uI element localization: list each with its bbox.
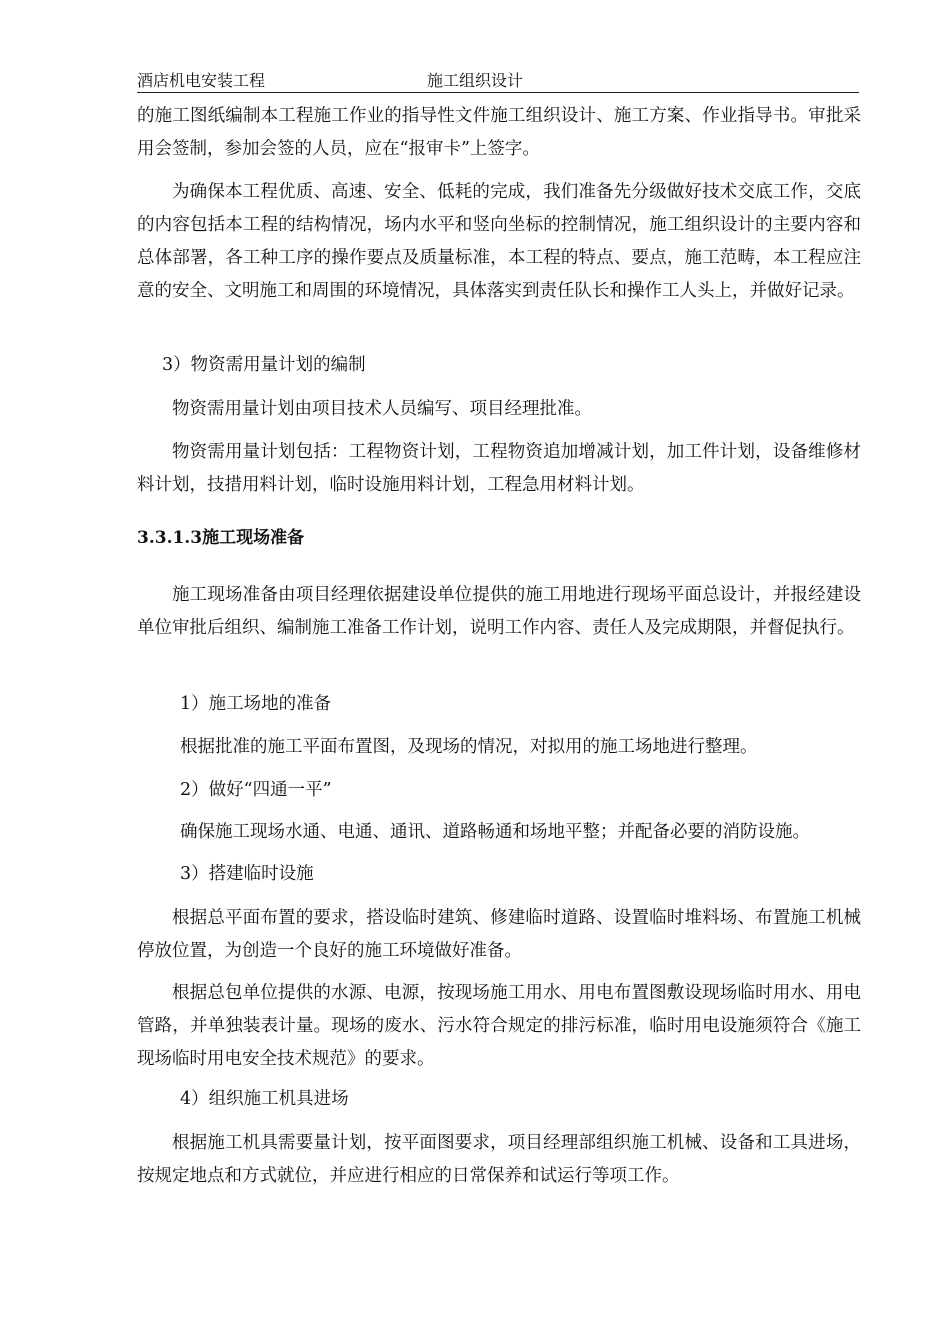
- list-item-machinery: 4）组织施工机具进场: [180, 1089, 349, 1109]
- paragraph-site-preparation: 施工现场准备由项目经理依据建设单位提供的施工用地进行现场平面总设计，并报经建设单位审批后组织、编制施工准备工作计划，说明工作内容、责任人及完成期限，并督促执行。: [137, 585, 861, 638]
- header-document-title: 施工组织设计: [427, 71, 524, 90]
- paragraph-water-power: 根据总包单位提供的水源、电源，按现场施工用水、用电布置图敷设现场临时用水、用电管路，并单独装表计量。现场的废水、污水符合规定的排污标准，临时用电设施须符合《施工现场临时用电安全技术规范》的要求。: [137, 983, 861, 1069]
- paragraph-machinery: 根据施工机具需要量计划，按平面图要求，项目经理部组织施工机械、设备和工具进场，按规定地点和方式就位，并应进行相应的日常保养和试运行等项工作。: [137, 1133, 861, 1186]
- header-project-name: 酒店机电安装工程: [137, 71, 266, 90]
- paragraph-site-prep-detail: 根据批准的施工平面布置图，及现场的情况，对拟用的施工场地进行整理。: [180, 737, 758, 757]
- paragraph-four-connections-detail: 确保施工现场水通、电通、通讯、道路畅通和场地平整；并配备必要的消防设施。: [180, 822, 810, 842]
- section-heading: 3.3.1.3施工现场准备: [137, 528, 305, 548]
- paragraph-temporary-facilities: 根据总平面布置的要求，搭设临时建筑、修建临时道路、设置临时堆料场、布置施工机械停放位置，为创造一个良好的施工环境做好准备。: [137, 908, 861, 961]
- paragraph-technical-briefing: 为确保本工程优质、高速、安全、低耗的完成，我们准备先分级做好技术交底工作，交底的内容包括本工程的结构情况，场内水平和竖向坐标的控制情况，施工组织设计的主要内容和总体部署，各工种工序的操作要点及质量标准，本工程的特点、要点，施工范畴，本工程应注意的安全、文明施工和周围的环境情况，具体落实到责任队长和操作工人头上，并做好记录。: [137, 182, 861, 301]
- list-item-temporary-facilities: 3）搭建临时设施: [180, 864, 314, 884]
- list-item-site-prep: 1）施工场地的准备: [180, 694, 332, 714]
- list-item-four-connections: 2）做好“四通一平”: [180, 780, 332, 800]
- list-item-material-plan: 3）物资需用量计划的编制: [162, 355, 366, 375]
- paragraph-approval: 的施工图纸编制本工程施工作业的指导性文件施工组织设计、施工方案、作业指导书。审批采用会签制，参加会签的人员，应在“报审卡”上签字。: [137, 106, 861, 159]
- paragraph-material-plan-content: 物资需用量计划包括：工程物资计划，工程物资追加增减计划，加工件计划，设备维修材料计划，技措用料计划，临时设施用料计划，工程急用材料计划。: [137, 442, 861, 495]
- paragraph-material-plan-author: 物资需用量计划由项目技术人员编写、项目经理批准。: [172, 399, 592, 419]
- page-header: [137, 66, 859, 93]
